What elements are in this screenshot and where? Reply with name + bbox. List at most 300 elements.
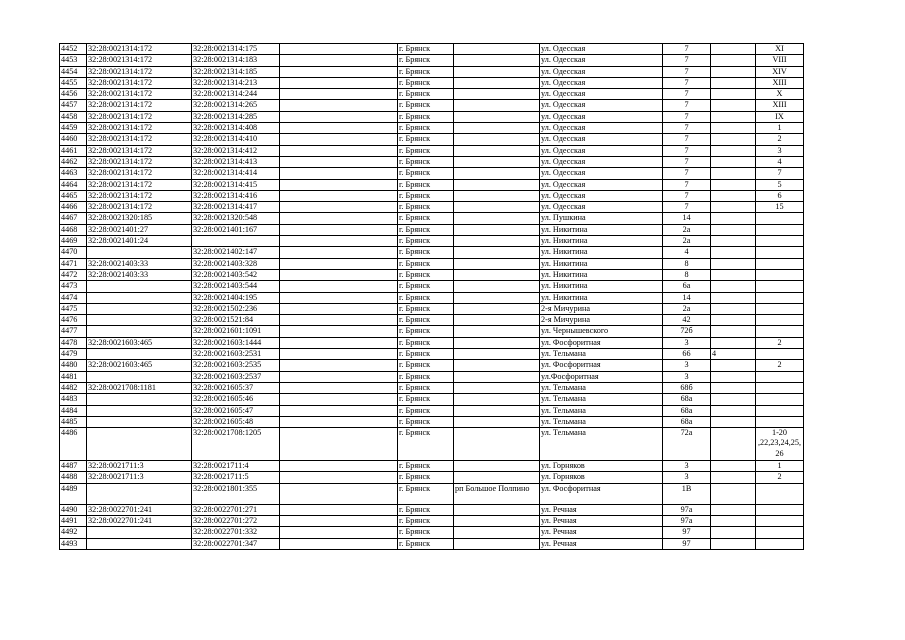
table-row (60, 145, 804, 156)
cadastral-number-cell (192, 236, 280, 247)
parent-cadastral-number-cell (87, 315, 192, 326)
blank-cell (280, 303, 398, 314)
cadastral-number-cell: 32:28:0021314:244 (192, 89, 280, 100)
table-row (60, 66, 804, 77)
row-number-cell: 4462 (60, 156, 87, 167)
city-cell: г. Брянск (398, 527, 454, 538)
blank-cell (280, 213, 398, 224)
parent-cadastral-number-cell: 32:28:0021401:24 (87, 236, 192, 247)
cadastral-number-cell: 32:28:0021601:1091 (192, 326, 280, 337)
table-row (60, 179, 804, 190)
blank-cell (280, 292, 398, 303)
house-number-cell: 68б (663, 382, 711, 393)
cadastral-number-cell: 32:28:0021605:37 (192, 382, 280, 393)
row-number-cell: 4470 (60, 247, 87, 258)
blank-cell (280, 247, 398, 258)
parent-cadastral-number-cell (87, 326, 192, 337)
apartment-cell (756, 538, 804, 549)
row-number-cell: 4488 (60, 472, 87, 483)
house-number-cell: 14 (663, 292, 711, 303)
city-cell: г. Брянск (398, 315, 454, 326)
building-cell (711, 66, 756, 77)
apartment-cell (756, 405, 804, 416)
table-row (60, 202, 804, 213)
house-number-cell: 3 (663, 371, 711, 382)
parent-cadastral-number-cell: 32:28:0021314:172 (87, 111, 192, 122)
building-cell (711, 213, 756, 224)
cadastral-number-cell: 32:28:0022701:347 (192, 538, 280, 549)
city-cell: г. Брянск (398, 382, 454, 393)
city-cell: г. Брянск (398, 247, 454, 258)
apartment-cell: 7 (756, 168, 804, 179)
row-number-cell: 4465 (60, 190, 87, 201)
house-number-cell: 97 (663, 538, 711, 549)
building-cell (711, 303, 756, 314)
apartment-cell (756, 315, 804, 326)
cadastral-number-cell: 32:28:0021404:195 (192, 292, 280, 303)
settlement-cell (454, 179, 540, 190)
cadastral-number-cell: 32:28:0021605:48 (192, 416, 280, 427)
house-number-cell: 68а (663, 394, 711, 405)
building-cell (711, 382, 756, 393)
table-row (60, 303, 804, 314)
building-cell (711, 100, 756, 111)
cadastral-number-cell: 32:28:0021314:414 (192, 168, 280, 179)
row-number-cell: 4460 (60, 134, 87, 145)
street-cell: ул. Одесская (540, 89, 663, 100)
settlement-cell (454, 337, 540, 348)
house-number-cell: 72а (663, 428, 711, 461)
cadastral-number-cell: 32:28:0021314:416 (192, 190, 280, 201)
city-cell: г. Брянск (398, 349, 454, 360)
cadastral-number-cell: 32:28:0021708:1205 (192, 428, 280, 461)
blank-cell (280, 515, 398, 526)
table-row (60, 394, 804, 405)
table-row (60, 337, 804, 348)
street-cell: ул. Одесская (540, 156, 663, 167)
apartment-cell: 3 (756, 145, 804, 156)
building-cell (711, 190, 756, 201)
table-row (60, 382, 804, 393)
apartment-cell (756, 236, 804, 247)
house-number-cell: 3 (663, 461, 711, 472)
settlement-cell (454, 371, 540, 382)
house-number-cell: 7 (663, 156, 711, 167)
row-number-cell: 4456 (60, 89, 87, 100)
parent-cadastral-number-cell (87, 281, 192, 292)
blank-cell (280, 134, 398, 145)
city-cell: г. Брянск (398, 292, 454, 303)
table-row (60, 123, 804, 134)
city-cell: г. Брянск (398, 360, 454, 371)
apartment-cell (756, 224, 804, 235)
parent-cadastral-number-cell: 32:28:0021314:172 (87, 145, 192, 156)
apartment-cell: 5 (756, 179, 804, 190)
row-number-cell: 4491 (60, 515, 87, 526)
blank-cell (280, 269, 398, 280)
cadastral-number-cell: 32:28:0021521:84 (192, 315, 280, 326)
building-cell (711, 292, 756, 303)
apartment-cell: 2 (756, 360, 804, 371)
row-number-cell: 4479 (60, 349, 87, 360)
parent-cadastral-number-cell: 32:28:0021314:172 (87, 190, 192, 201)
blank-cell (280, 77, 398, 88)
building-cell (711, 236, 756, 247)
building-cell (711, 538, 756, 549)
apartment-cell (756, 527, 804, 538)
street-cell: ул. Речная (540, 538, 663, 549)
cadastral-number-cell: 32:28:0021603:2531 (192, 349, 280, 360)
registry-table (59, 43, 804, 550)
table-row (60, 236, 804, 247)
settlement-cell (454, 247, 540, 258)
settlement-cell (454, 281, 540, 292)
settlement-cell (454, 55, 540, 66)
house-number-cell: 7 (663, 190, 711, 201)
row-number-cell: 4477 (60, 326, 87, 337)
row-number-cell: 4466 (60, 202, 87, 213)
street-cell: ул. Фосфоритная (540, 360, 663, 371)
table-row (60, 134, 804, 145)
table-row (60, 292, 804, 303)
house-number-cell: 7 (663, 44, 711, 55)
blank-cell (280, 123, 398, 134)
house-number-cell: 2а (663, 224, 711, 235)
parent-cadastral-number-cell (87, 371, 192, 382)
city-cell: г. Брянск (398, 394, 454, 405)
house-number-cell: 7 (663, 134, 711, 145)
city-cell: г. Брянск (398, 416, 454, 427)
settlement-cell (454, 382, 540, 393)
blank-cell (280, 428, 398, 461)
street-cell: ул. Одесская (540, 134, 663, 145)
city-cell: г. Брянск (398, 66, 454, 77)
house-number-cell: 7 (663, 145, 711, 156)
street-cell: ул. Фосфоритная (540, 483, 663, 504)
table-row (60, 100, 804, 111)
row-number-cell: 4481 (60, 371, 87, 382)
table-row (60, 89, 804, 100)
apartment-cell (756, 269, 804, 280)
apartment-cell (756, 483, 804, 504)
building-cell (711, 337, 756, 348)
blank-cell (280, 483, 398, 504)
street-cell: ул. Одесская (540, 145, 663, 156)
city-cell: г. Брянск (398, 55, 454, 66)
blank-cell (280, 461, 398, 472)
building-cell (711, 247, 756, 258)
settlement-cell (454, 123, 540, 134)
row-number-cell: 4482 (60, 382, 87, 393)
street-cell: ул. Тельмана (540, 405, 663, 416)
row-number-cell: 4459 (60, 123, 87, 134)
row-number-cell: 4485 (60, 416, 87, 427)
apartment-cell: X (756, 89, 804, 100)
building-cell (711, 527, 756, 538)
settlement-cell (454, 100, 540, 111)
table-row (60, 416, 804, 427)
table-row (60, 461, 804, 472)
city-cell: г. Брянск (398, 100, 454, 111)
table-row (60, 472, 804, 483)
cadastral-number-cell: 32:28:0021403:328 (192, 258, 280, 269)
row-number-cell: 4458 (60, 111, 87, 122)
apartment-cell: 6 (756, 190, 804, 201)
apartment-cell: 1 (756, 123, 804, 134)
settlement-cell (454, 44, 540, 55)
street-cell: ул. Одесская (540, 100, 663, 111)
settlement-cell (454, 360, 540, 371)
city-cell: г. Брянск (398, 89, 454, 100)
settlement-cell (454, 202, 540, 213)
building-cell (711, 394, 756, 405)
parent-cadastral-number-cell: 32:28:0021314:172 (87, 168, 192, 179)
row-number-cell: 4474 (60, 292, 87, 303)
row-number-cell: 4476 (60, 315, 87, 326)
building-cell (711, 123, 756, 134)
cadastral-number-cell: 32:28:0021402:147 (192, 247, 280, 258)
blank-cell (280, 281, 398, 292)
row-number-cell: 4473 (60, 281, 87, 292)
city-cell: г. Брянск (398, 134, 454, 145)
building-cell (711, 44, 756, 55)
street-cell: ул. Одесская (540, 123, 663, 134)
house-number-cell: 1В (663, 483, 711, 504)
building-cell (711, 224, 756, 235)
house-number-cell: 7 (663, 111, 711, 122)
settlement-cell (454, 405, 540, 416)
apartment-cell: XI (756, 44, 804, 55)
street-cell: ул. Фосфоритная (540, 337, 663, 348)
settlement-cell (454, 77, 540, 88)
city-cell: г. Брянск (398, 405, 454, 416)
table-row (60, 405, 804, 416)
parent-cadastral-number-cell: 32:28:0021403:33 (87, 258, 192, 269)
house-number-cell: 6а (663, 281, 711, 292)
cadastral-number-cell: 32:28:0021603:2535 (192, 360, 280, 371)
apartment-cell (756, 349, 804, 360)
parent-cadastral-number-cell (87, 483, 192, 504)
city-cell: г. Брянск (398, 44, 454, 55)
building-cell (711, 315, 756, 326)
house-number-cell: 14 (663, 213, 711, 224)
blank-cell (280, 360, 398, 371)
house-number-cell: 2а (663, 303, 711, 314)
apartment-cell: VIII (756, 55, 804, 66)
parent-cadastral-number-cell: 32:28:0021314:172 (87, 202, 192, 213)
apartment-cell (756, 258, 804, 269)
cadastral-number-cell: 32:28:0022701:271 (192, 504, 280, 515)
cadastral-number-cell: 32:28:0021314:213 (192, 77, 280, 88)
building-cell (711, 111, 756, 122)
table-row (60, 44, 804, 55)
building-cell (711, 416, 756, 427)
street-cell: ул. Никитина (540, 281, 663, 292)
street-cell: ул. Тельмана (540, 382, 663, 393)
street-cell: ул. Речная (540, 504, 663, 515)
building-cell (711, 428, 756, 461)
table-row (60, 55, 804, 66)
row-number-cell: 4464 (60, 179, 87, 190)
street-cell: ул. Никитина (540, 247, 663, 258)
city-cell: г. Брянск (398, 236, 454, 247)
blank-cell (280, 504, 398, 515)
blank-cell (280, 538, 398, 549)
house-number-cell: 2а (663, 236, 711, 247)
city-cell: г. Брянск (398, 281, 454, 292)
cadastral-number-cell: 32:28:0021314:185 (192, 66, 280, 77)
settlement-cell (454, 504, 540, 515)
parent-cadastral-number-cell: 32:28:0021711:3 (87, 472, 192, 483)
apartment-cell: 15 (756, 202, 804, 213)
building-cell (711, 504, 756, 515)
blank-cell (280, 168, 398, 179)
house-number-cell: 3 (663, 337, 711, 348)
blank-cell (280, 44, 398, 55)
blank-cell (280, 55, 398, 66)
row-number-cell: 4469 (60, 236, 87, 247)
apartment-cell: XIII (756, 100, 804, 111)
table-row (60, 371, 804, 382)
cadastral-number-cell: 32:28:0021711:5 (192, 472, 280, 483)
parent-cadastral-number-cell: 32:28:0021314:172 (87, 77, 192, 88)
house-number-cell: 7 (663, 55, 711, 66)
city-cell: г. Брянск (398, 156, 454, 167)
building-cell (711, 269, 756, 280)
cadastral-number-cell: 32:28:0021314:417 (192, 202, 280, 213)
row-number-cell: 4475 (60, 303, 87, 314)
city-cell: г. Брянск (398, 337, 454, 348)
parent-cadastral-number-cell: 32:28:0022701:241 (87, 504, 192, 515)
building-cell (711, 515, 756, 526)
table-row (60, 247, 804, 258)
cadastral-number-cell: 32:28:0021711:4 (192, 461, 280, 472)
parent-cadastral-number-cell: 32:28:0021401:27 (87, 224, 192, 235)
blank-cell (280, 315, 398, 326)
parent-cadastral-number-cell (87, 527, 192, 538)
blank-cell (280, 416, 398, 427)
street-cell: ул.Фосфоритная (540, 371, 663, 382)
cadastral-number-cell: 32:28:0021314:410 (192, 134, 280, 145)
building-cell (711, 461, 756, 472)
settlement-cell (454, 111, 540, 122)
cadastral-number-cell: 32:28:0021403:544 (192, 281, 280, 292)
table-row (60, 156, 804, 167)
blank-cell (280, 527, 398, 538)
cadastral-number-cell: 32:28:0021605:47 (192, 405, 280, 416)
building-cell (711, 77, 756, 88)
settlement-cell (454, 461, 540, 472)
settlement-cell (454, 428, 540, 461)
table-row (60, 224, 804, 235)
parent-cadastral-number-cell (87, 247, 192, 258)
house-number-cell: 97а (663, 504, 711, 515)
street-cell: ул. Никитина (540, 224, 663, 235)
house-number-cell: 7 (663, 77, 711, 88)
settlement-cell (454, 527, 540, 538)
city-cell: г. Брянск (398, 77, 454, 88)
street-cell: ул. Одесская (540, 44, 663, 55)
apartment-cell (756, 247, 804, 258)
street-cell: ул. Чернышевского (540, 326, 663, 337)
cadastral-number-cell: 32:28:0021314:408 (192, 123, 280, 134)
settlement-cell: рп Большое Полпино (454, 483, 540, 504)
city-cell: г. Брянск (398, 111, 454, 122)
settlement-cell (454, 134, 540, 145)
house-number-cell: 4 (663, 247, 711, 258)
settlement-cell (454, 145, 540, 156)
street-cell: 2-я Мичурина (540, 315, 663, 326)
table-row (60, 515, 804, 526)
house-number-cell: 7 (663, 179, 711, 190)
blank-cell (280, 394, 398, 405)
apartment-cell: IX (756, 111, 804, 122)
house-number-cell: 3 (663, 472, 711, 483)
parent-cadastral-number-cell (87, 292, 192, 303)
house-number-cell: 7 (663, 168, 711, 179)
table-body (60, 44, 804, 550)
blank-cell (280, 405, 398, 416)
table-row (60, 77, 804, 88)
blank-cell (280, 349, 398, 360)
building-cell (711, 371, 756, 382)
cadastral-number-cell: 32:28:0021314:285 (192, 111, 280, 122)
cadastral-number-cell: 32:28:0021314:415 (192, 179, 280, 190)
settlement-cell (454, 472, 540, 483)
parent-cadastral-number-cell (87, 303, 192, 314)
building-cell (711, 472, 756, 483)
parent-cadastral-number-cell: 32:28:0021320:185 (87, 213, 192, 224)
table-row (60, 213, 804, 224)
city-cell: г. Брянск (398, 472, 454, 483)
apartment-cell (756, 371, 804, 382)
parent-cadastral-number-cell: 32:28:0021603:465 (87, 360, 192, 371)
street-cell: ул. Речная (540, 515, 663, 526)
city-cell: г. Брянск (398, 538, 454, 549)
apartment-cell: XIII (756, 77, 804, 88)
apartment-cell: 1 (756, 461, 804, 472)
cadastral-number-cell: 32:28:0022701:272 (192, 515, 280, 526)
house-number-cell: 66 (663, 349, 711, 360)
row-number-cell: 4468 (60, 224, 87, 235)
settlement-cell (454, 236, 540, 247)
blank-cell (280, 202, 398, 213)
blank-cell (280, 89, 398, 100)
blank-cell (280, 179, 398, 190)
apartment-cell: 1-20 ,22,23,24,25, 26 (756, 428, 804, 461)
settlement-cell (454, 349, 540, 360)
settlement-cell (454, 269, 540, 280)
building-cell: 4 (711, 349, 756, 360)
row-number-cell: 4478 (60, 337, 87, 348)
house-number-cell: 3 (663, 360, 711, 371)
blank-cell (280, 111, 398, 122)
blank-cell (280, 326, 398, 337)
city-cell: г. Брянск (398, 202, 454, 213)
parent-cadastral-number-cell: 32:28:0021314:172 (87, 55, 192, 66)
cadastral-number-cell: 32:28:0021401:167 (192, 224, 280, 235)
row-number-cell: 4467 (60, 213, 87, 224)
street-cell: ул. Тельмана (540, 416, 663, 427)
row-number-cell: 4480 (60, 360, 87, 371)
street-cell: ул. Тельмана (540, 349, 663, 360)
building-cell (711, 179, 756, 190)
blank-cell (280, 224, 398, 235)
house-number-cell: 68а (663, 405, 711, 416)
house-number-cell: 68а (663, 416, 711, 427)
street-cell: ул. Горняков (540, 472, 663, 483)
settlement-cell (454, 315, 540, 326)
